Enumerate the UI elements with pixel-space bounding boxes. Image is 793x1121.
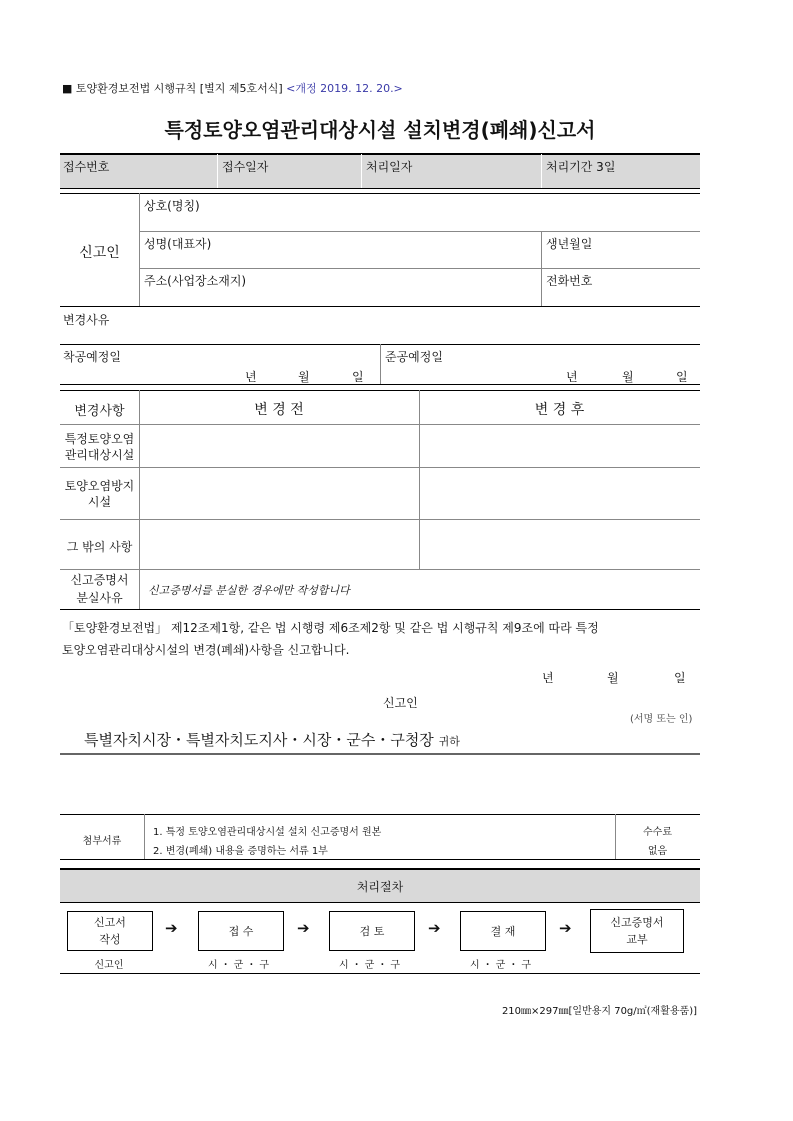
change-reason-label: 변경사유 bbox=[63, 313, 110, 327]
step-actor-reporter: 신고인 bbox=[94, 960, 124, 971]
processed-date-label: 처리일자 bbox=[366, 160, 413, 174]
attachment-item-1: 1. 특정 토양오염관리대상시설 설치 신고증명서 원본 bbox=[153, 827, 382, 838]
receipt-date-label: 접수일자 bbox=[222, 160, 269, 174]
end-year-unit: 년 bbox=[566, 370, 578, 384]
end-day-unit: 일 bbox=[676, 370, 688, 384]
step-actor-approval: 시・군・구 bbox=[470, 960, 534, 971]
representative-label: 성명(대표자) bbox=[144, 237, 212, 251]
reporter-section-label: 신고인 bbox=[79, 245, 120, 261]
recipient-line bbox=[84, 729, 460, 750]
step-issue-certificate: 신고증명서 교부 bbox=[590, 909, 684, 953]
facility-row-label: 특정토양오염 관리대상시설 bbox=[64, 432, 135, 462]
trade-name-label: 상호(명칭) bbox=[144, 199, 200, 213]
signature-note: (서명 또는 인) bbox=[630, 714, 693, 725]
phone-label: 전화번호 bbox=[546, 274, 593, 288]
revision-note: <개정 2019. 12. 20.> bbox=[286, 82, 403, 95]
other-matters-row-label: 그 밖의 사항 bbox=[66, 540, 133, 554]
address-label: 주소(사업장소재지) bbox=[144, 274, 247, 288]
step-write-report: 신고서 작성 bbox=[67, 911, 153, 951]
declaration-month-unit: 월 bbox=[607, 671, 619, 685]
end-date-label: 준공예정일 bbox=[385, 350, 443, 364]
arrow-right-icon: ➔ bbox=[559, 919, 572, 937]
step-approval: 결 재 bbox=[460, 911, 546, 951]
changes-item-header: 변경사항 bbox=[74, 404, 125, 419]
start-year-unit: 년 bbox=[245, 370, 257, 384]
arrow-right-icon: ➔ bbox=[428, 919, 441, 937]
after-change-header: 변 경 후 bbox=[534, 402, 585, 418]
start-month-unit: 월 bbox=[298, 370, 310, 384]
arrow-right-icon: ➔ bbox=[165, 919, 178, 937]
paper-spec-footer: 210㎜×297㎜[일반용지 70g/㎡(재활용품)] bbox=[501, 1006, 697, 1017]
prevention-facility-row-label: 토양오염방지 시설 bbox=[64, 479, 135, 509]
recipient-suffix: 귀하 bbox=[438, 735, 460, 748]
recipient-offices: 특별자치시장・특별자치도지사・시장・군수・구청장 bbox=[84, 731, 434, 749]
lost-certificate-label: 신고증명서 분실사유 bbox=[70, 573, 129, 605]
fee-label: 수수료 bbox=[643, 827, 672, 838]
step-review: 검 토 bbox=[329, 911, 415, 951]
declaration-day-unit: 일 bbox=[674, 671, 686, 685]
step-actor-receipt: 시・군・구 bbox=[208, 960, 272, 971]
step-receipt: 접 수 bbox=[198, 911, 284, 951]
form-reference bbox=[62, 80, 403, 96]
declaration-line-1: 「토양환경보전법」 제12조제1항, 같은 법 시행령 제6조제2항 및 같은 법 시행규칙 제9조에 따라 특정 bbox=[62, 621, 599, 635]
step-actor-review: 시・군・구 bbox=[339, 960, 403, 971]
processing-period-label: 처리기간 3일 bbox=[546, 160, 616, 174]
legal-reference: 토양환경보전법 시행규칙 [별지 제5호서식] bbox=[75, 82, 283, 95]
attachment-item-2: 2. 변경(폐쇄) 내용을 증명하는 서류 1부 bbox=[153, 846, 328, 857]
fee-value: 없음 bbox=[647, 846, 668, 857]
square-marker-icon: ■ bbox=[62, 82, 73, 95]
declaration-line-2: 토양오염관리대상시설의 변경(폐쇄)사항을 신고합니다. bbox=[62, 643, 350, 657]
start-day-unit: 일 bbox=[352, 370, 364, 384]
before-change-header: 변 경 전 bbox=[254, 402, 304, 418]
procedure-title: 처리절차 bbox=[356, 880, 404, 894]
declaration-reporter-label: 신고인 bbox=[383, 696, 418, 710]
lost-certificate-note: 신고증명서를 분실한 경우에만 작성합니다 bbox=[148, 584, 350, 597]
declaration-year-unit: 년 bbox=[542, 671, 554, 685]
start-date-label: 착공예정일 bbox=[63, 350, 121, 364]
birth-date-label: 생년월일 bbox=[546, 237, 593, 251]
receipt-number-label: 접수번호 bbox=[63, 160, 110, 174]
end-month-unit: 월 bbox=[622, 370, 634, 384]
attachments-label: 첨부서류 bbox=[82, 836, 122, 847]
arrow-right-icon: ➔ bbox=[297, 919, 310, 937]
page-title: 특정토양오염관리대상시설 설치변경(폐쇄)신고서 bbox=[164, 118, 596, 142]
